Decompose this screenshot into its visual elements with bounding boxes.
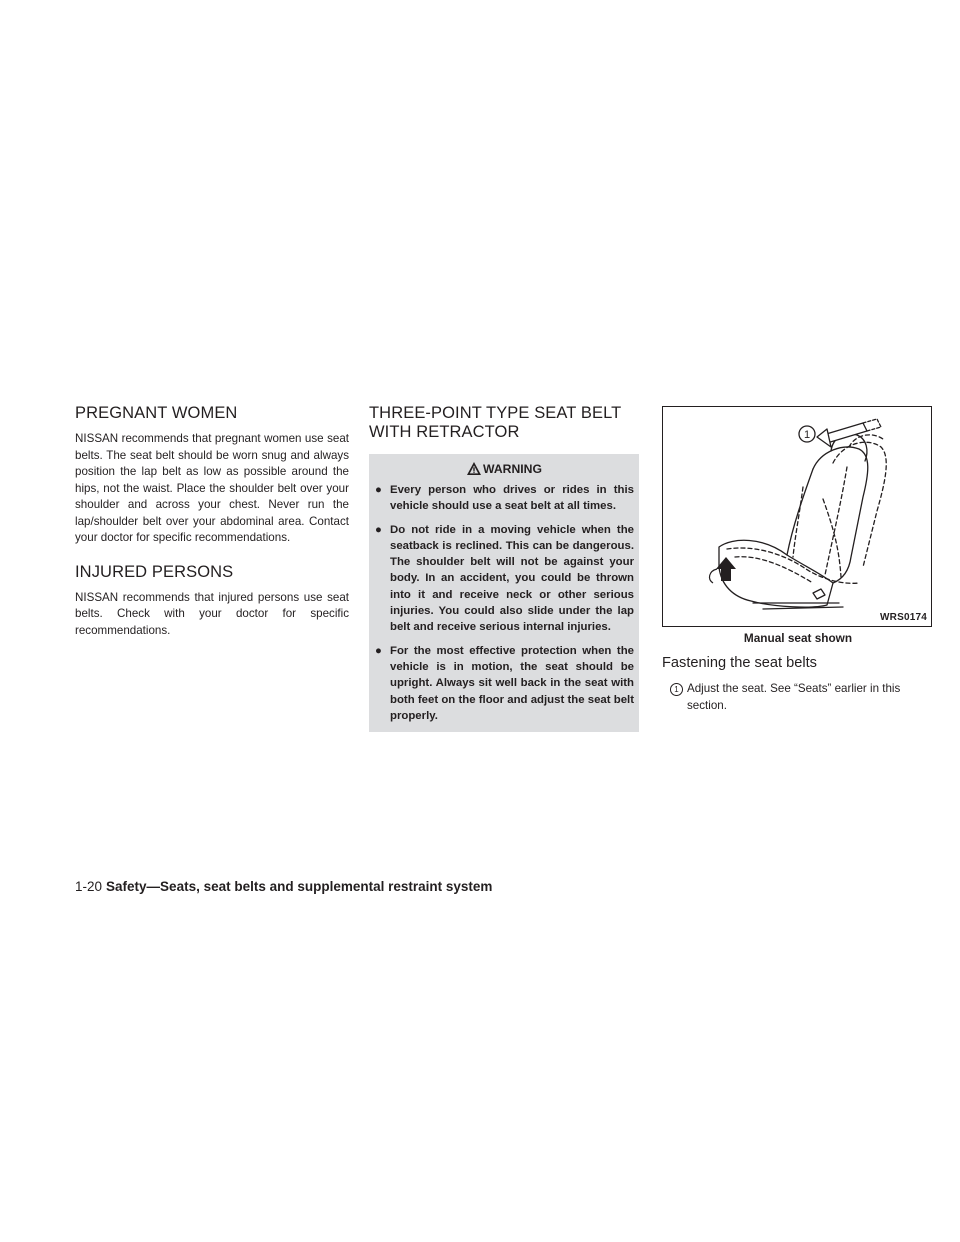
bullet-glyph: ● (375, 484, 382, 496)
seat-adjust-illustration (663, 407, 931, 626)
column-left (75, 404, 349, 651)
subheading-fastening: Fastening the seat belts (662, 655, 817, 671)
bullet-glyph: ● (375, 644, 382, 657)
warning-item (374, 522, 634, 636)
page-number: 1-20 (75, 879, 103, 894)
warning-item (374, 482, 634, 515)
section-heading-pregnant-women: PREGNANT WOMEN (75, 404, 238, 422)
page-footer (75, 879, 492, 895)
warning-item-text: For the most effective protection when the vehicle is in motion, the seat should be upright. Always sit well back in the seat with both feet on the floor and adjust the seat belt properly. (390, 644, 634, 722)
warning-triangle-icon (466, 461, 482, 476)
warning-item-text: Every person who drives or rides in this vehicle should use a seat belt at all times. (390, 484, 634, 513)
figure-caption: Manual seat shown (743, 631, 853, 645)
figure-seat-adjust (662, 406, 932, 627)
warning-title (374, 460, 634, 478)
figure-code: WRS0174 (880, 612, 927, 623)
warning-item-text: Do not ride in a moving vehicle when the seatback is reclined. This can be dangerous. The shoulder belt will not be against your body. In an accident, you could be thrown into it and receive neck or other serious injuries. You could also slide under the lap belt and receive serious internal injuries. (390, 523, 634, 634)
warning-list (374, 482, 634, 724)
step-text: Adjust the seat. See “Seats” earlier in this section. (687, 682, 901, 712)
step-item (662, 681, 934, 714)
warning-box (369, 454, 639, 732)
bullet-glyph: ● (375, 523, 382, 536)
section-heading-injured-persons: INJURED PERSONS (75, 562, 234, 581)
column-right (662, 404, 934, 714)
warning-item (374, 643, 634, 724)
warning-title-text: WARNING (483, 462, 542, 476)
section-heading-three-point-belt: THREE-POINT TYPE SEAT BELT WITH RETRACTOR (369, 404, 622, 441)
column-middle (369, 404, 639, 732)
chapter-title: Safety—Seats, seat belts and supplemental restraint system (106, 879, 493, 894)
paragraph-pregnant-women: NISSAN recommends that pregnant women use seat belts. The seat belt should be worn snug and always position the lap belt as low as possible around the hips, not the waist. Place the shoulder belt over your shoulder and across your chest. Never run the lap/shoulder belt over your abdominal area. Contact your doctor for specific recommendations. (75, 432, 349, 544)
paragraph-injured-persons: NISSAN recommends that injured persons use seat belts. Check with your doctor for specific recommendations. (75, 590, 349, 637)
figure-callout-1: 1 (803, 429, 811, 441)
step-number-circle: 1 (670, 683, 683, 696)
